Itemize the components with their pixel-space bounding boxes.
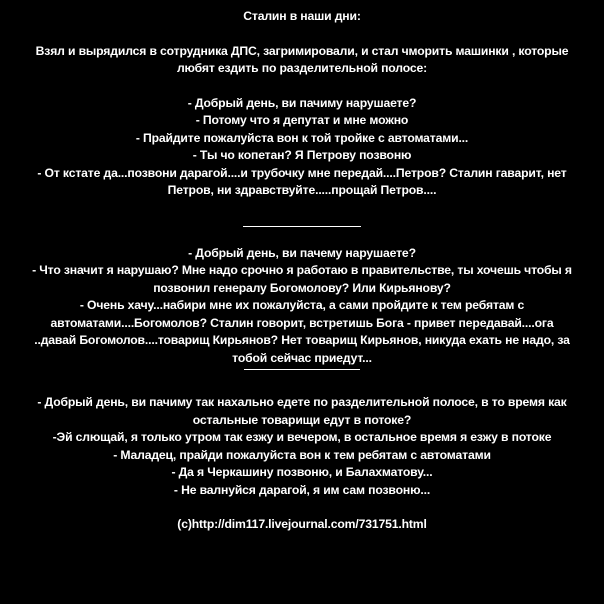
dialogue-line: - От кстате да...позвони дарагой....и трубочку мне передай....Петров? Сталин гаварит, нет bbox=[37, 165, 567, 180]
source-credit: (c)http://dim117.livejournal.com/731751.html bbox=[177, 517, 427, 531]
dialogue-line: тобой сейчас приедут... bbox=[232, 350, 372, 365]
dialogue-line: - Да я Черкашину позвоню, и Балахматову... bbox=[171, 465, 433, 479]
dialogue-line: - Ты чо копетан? Я Петрову позвоню bbox=[192, 148, 412, 162]
intro-paragraph bbox=[0, 43, 604, 78]
divider-line bbox=[244, 369, 360, 370]
dialogue-line: - Очень хачу...набири мне их пожалуйста, а сами пройдите к тем ребятам с bbox=[79, 298, 525, 312]
dialogue-line: - Добрый день, ви пачему нарушаете? bbox=[188, 245, 416, 260]
dialogue-line: - Что значит я нарушаю? Мне надо срочно я работаю в правительстве, ты хочешь чтобы я bbox=[32, 263, 572, 277]
divider-line bbox=[243, 226, 361, 227]
dialogue-line: - Не валнуйся дарагой, я им сам позвоню... bbox=[173, 482, 431, 497]
dialogue-line: автоматами....Богомолов? Сталин говорит, встретишь Бога - привет передавай....ога bbox=[50, 315, 554, 330]
dialogue-line: - Прайдите пожалуйста вон к той тройке с автоматами... bbox=[135, 130, 469, 145]
dialogue-line: остальные товарищи едут в потоке? bbox=[192, 412, 412, 427]
dialogue-line: Петров, ни здравствуйте.....прощай Петров.... bbox=[167, 183, 437, 197]
dialogue-line: -Эй слющай, я только утром так езжу и вечером, в остальное время я езжу в потоке bbox=[52, 430, 552, 444]
intro-line: любят ездить по разделительной полосе: bbox=[176, 61, 428, 75]
joke-text bbox=[0, 8, 604, 534]
dialogue-line: - Потому что я депутат и мне можно bbox=[195, 113, 409, 127]
page-title: Сталин в наши дни: bbox=[243, 9, 361, 23]
dialogue-line: - Добрый день, ви пачиму нарушаете? bbox=[187, 95, 417, 110]
dialogue-line: ..давай Богомолов....товарищ Кирьянов? Нет товарищ Кирьянов, никуда ехать не надо, за bbox=[34, 333, 570, 347]
dialogue-2 bbox=[0, 245, 604, 368]
dialogue-line: - Добрый день, ви пачиму так нахально едете по разделительной полосе, в то время как bbox=[37, 395, 567, 409]
dialogue-3 bbox=[0, 394, 604, 499]
intro-line: Взял и вырядился в сотрудника ДПС, загримировали, и стал чморить машинки , которые bbox=[35, 43, 569, 58]
dialogue-line: позвонил генералу Богомолову? Или Кирьянову? bbox=[153, 280, 451, 295]
dialogue-line: - Маладец, прайди пожалуйста вон к тем ребятам с автоматами bbox=[113, 447, 491, 462]
dialogue-1 bbox=[0, 95, 604, 200]
